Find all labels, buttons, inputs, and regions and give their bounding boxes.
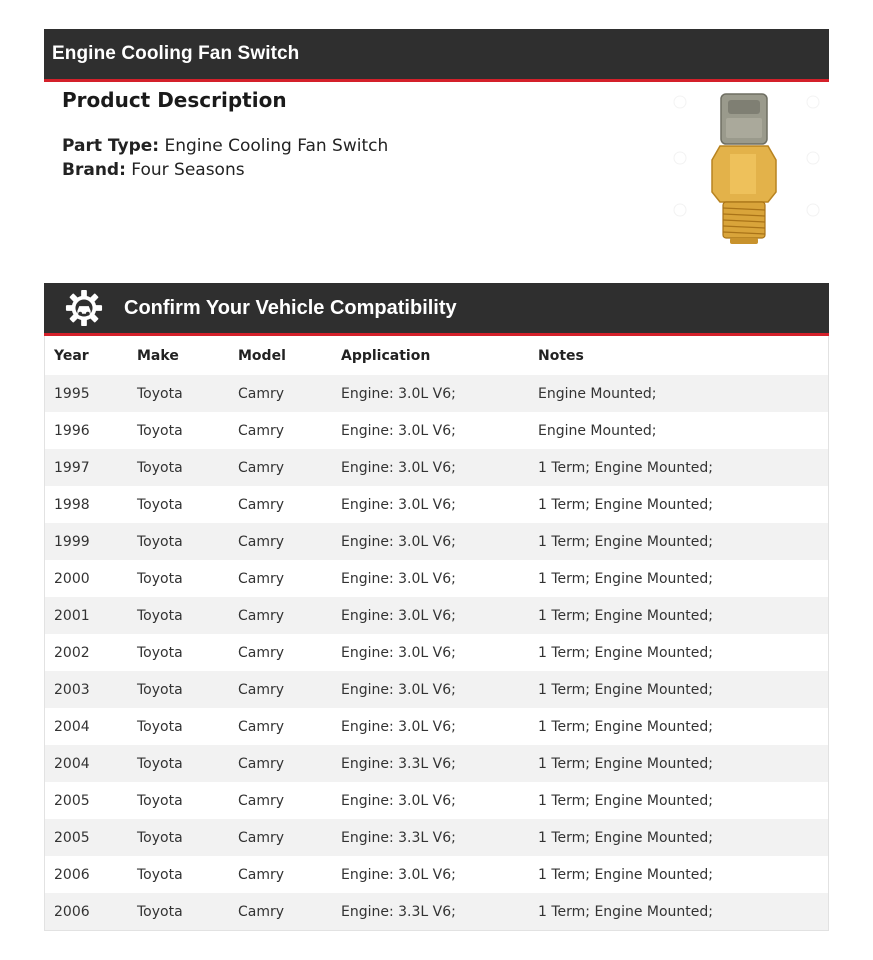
cell-model: Camry [238,681,285,698]
cell-notes: 1 Term; Engine Mounted; [538,570,713,587]
cell-application: Engine: 3.0L V6; [341,459,456,476]
column-header-make: Make [137,347,179,364]
cell-application: Engine: 3.0L V6; [341,496,456,513]
cell-model: Camry [238,829,285,846]
cell-make: Toyota [137,866,183,883]
cell-application: Engine: 3.0L V6; [341,866,456,883]
cell-model: Camry [238,792,285,809]
compatibility-header [44,283,829,336]
cell-make: Toyota [137,496,183,513]
cell-year: 2005 [54,792,90,809]
brand-row [62,158,622,182]
cell-application: Engine: 3.0L V6; [341,533,456,550]
cell-notes: Engine Mounted; [538,422,657,439]
cell-model: Camry [238,607,285,624]
part-type-value: Engine Cooling Fan Switch [164,136,389,156]
cell-model: Camry [238,718,285,735]
cell-make: Toyota [137,422,183,439]
brand-label: Brand: [62,160,126,180]
cell-model: Camry [238,755,285,772]
cell-notes: 1 Term; Engine Mounted; [538,866,713,883]
cell-notes: 1 Term; Engine Mounted; [538,533,713,550]
compatibility-title: Confirm Your Vehicle Compatibility [124,296,457,319]
cell-notes: 1 Term; Engine Mounted; [538,496,713,513]
table-row [45,634,828,671]
cell-year: 2004 [54,718,90,735]
table-row [45,856,828,893]
cell-make: Toyota [137,829,183,846]
cell-application: Engine: 3.3L V6; [341,903,456,920]
cell-application: Engine: 3.0L V6; [341,792,456,809]
cell-year: 2003 [54,681,90,698]
table-row [45,412,828,449]
cell-year: 1996 [54,422,90,439]
cell-make: Toyota [137,385,183,402]
cell-model: Camry [238,866,285,883]
cell-year: 2006 [54,866,90,883]
cell-make: Toyota [137,459,183,476]
cell-application: Engine: 3.0L V6; [341,607,456,624]
table-body [45,375,828,930]
cell-make: Toyota [137,903,183,920]
cell-make: Toyota [137,755,183,772]
cell-application: Engine: 3.0L V6; [341,681,456,698]
cell-make: Toyota [137,570,183,587]
cell-notes: 1 Term; Engine Mounted; [538,792,713,809]
cell-year: 2002 [54,644,90,661]
cell-notes: Engine Mounted; [538,385,657,402]
column-header-application: Application [341,347,431,364]
cell-notes: 1 Term; Engine Mounted; [538,607,713,624]
table-row [45,560,828,597]
description-heading: Product Description [62,88,287,112]
cell-notes: 1 Term; Engine Mounted; [538,903,713,920]
cell-application: Engine: 3.3L V6; [341,755,456,772]
cell-model: Camry [238,644,285,661]
brand-value: Four Seasons [131,160,245,180]
cell-application: Engine: 3.0L V6; [341,385,456,402]
product-title: Engine Cooling Fan Switch [52,43,300,64]
cell-make: Toyota [137,533,183,550]
gear-car-icon [65,289,103,327]
cell-application: Engine: 3.3L V6; [341,829,456,846]
table-row [45,486,828,523]
cell-notes: 1 Term; Engine Mounted; [538,459,713,476]
cell-model: Camry [238,422,285,439]
product-description [62,88,622,182]
cell-application: Engine: 3.0L V6; [341,570,456,587]
table-row [45,523,828,560]
cell-notes: 1 Term; Engine Mounted; [538,829,713,846]
cell-application: Engine: 3.0L V6; [341,718,456,735]
cell-year: 2000 [54,570,90,587]
cell-make: Toyota [137,681,183,698]
table-row [45,597,828,634]
table-row [45,745,828,782]
cell-application: Engine: 3.0L V6; [341,644,456,661]
cell-make: Toyota [137,644,183,661]
cell-year: 2004 [54,755,90,772]
cell-make: Toyota [137,792,183,809]
cell-notes: 1 Term; Engine Mounted; [538,681,713,698]
table-row [45,375,828,412]
cell-model: Camry [238,570,285,587]
cell-year: 1998 [54,496,90,513]
table-row [45,708,828,745]
part-type-row [62,134,622,158]
cell-model: Camry [238,903,285,920]
cell-year: 2006 [54,903,90,920]
cell-notes: 1 Term; Engine Mounted; [538,718,713,735]
column-header-year: Year [54,347,89,364]
table-row [45,782,828,819]
cell-make: Toyota [137,718,183,735]
column-header-model: Model [238,347,286,364]
product-title-bar [44,29,829,82]
cell-notes: 1 Term; Engine Mounted; [538,644,713,661]
cell-year: 1997 [54,459,90,476]
compatibility-table-container [44,336,829,931]
table-row [45,819,828,856]
cell-year: 1999 [54,533,90,550]
cell-year: 1995 [54,385,90,402]
cell-application: Engine: 3.0L V6; [341,422,456,439]
cell-model: Camry [238,385,285,402]
cell-model: Camry [238,533,285,550]
table-header-row [45,336,828,375]
part-type-label: Part Type: [62,136,160,156]
cell-year: 2005 [54,829,90,846]
compatibility-table [45,336,828,930]
cell-notes: 1 Term; Engine Mounted; [538,755,713,772]
cell-make: Toyota [137,607,183,624]
table-row [45,449,828,486]
column-header-notes: Notes [538,347,584,364]
cell-model: Camry [238,459,285,476]
table-row [45,671,828,708]
table-row [45,893,828,930]
cell-model: Camry [238,496,285,513]
product-image[interactable] [668,88,828,248]
cell-year: 2001 [54,607,90,624]
